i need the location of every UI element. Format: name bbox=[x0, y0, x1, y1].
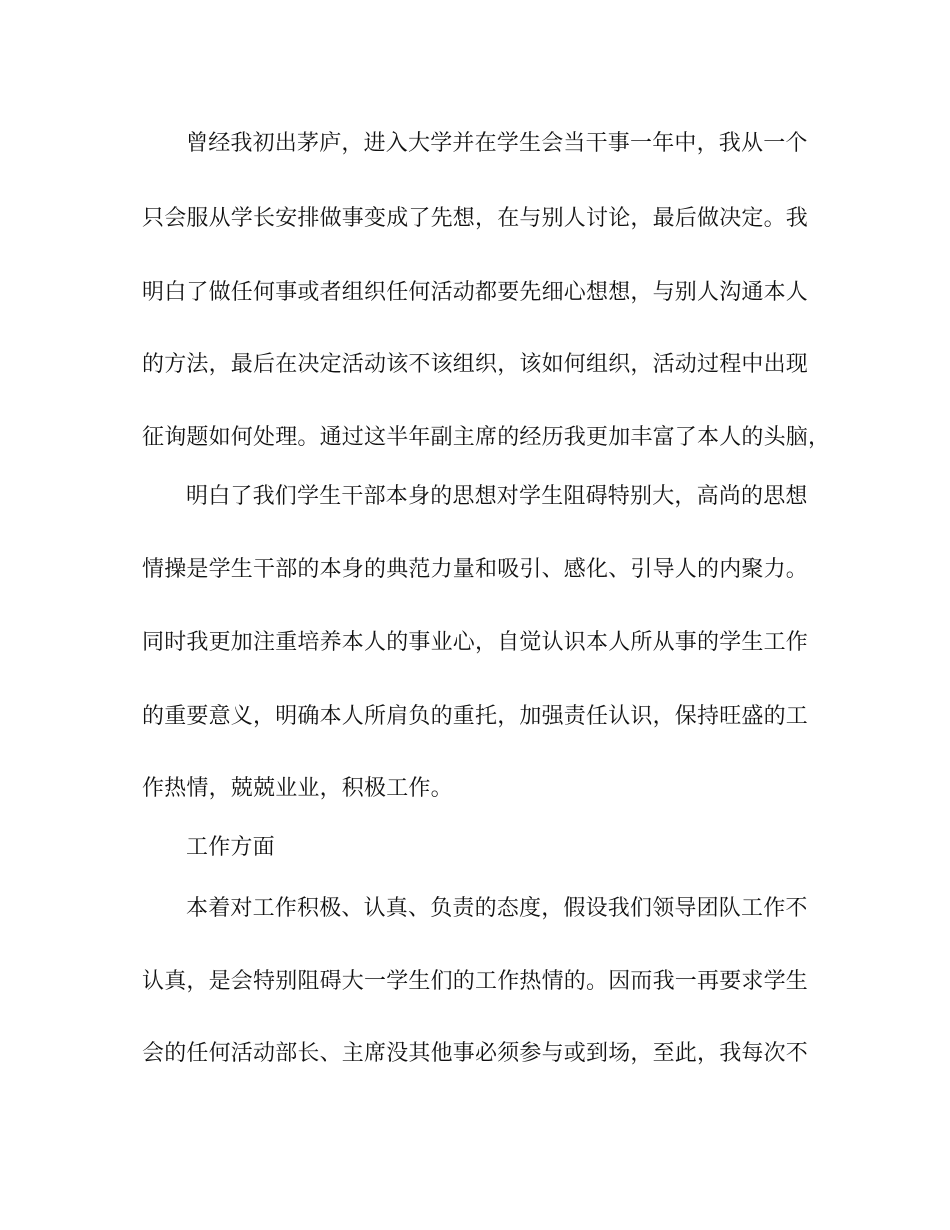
paragraph-line: 曾经我初出茅庐，进入大学并在学生会当干事一年中，我从一个 bbox=[186, 131, 808, 156]
paragraph-line: 本着对工作积极、认真、负责的态度，假设我们领导团队工作不 bbox=[186, 896, 808, 921]
paragraph-line: 认真，是会特别阻碍大一学生们的工作热情的。因而我一再要求学生 bbox=[142, 969, 809, 994]
paragraph-line: 会的任何活动部长、主席没其他事必须参与或到场，至此，我每次不 bbox=[142, 1041, 809, 1066]
paragraph-line: 情操是学生干部的本身的典范力量和吸引、感化、引导人的内聚力。 bbox=[142, 557, 809, 582]
paragraph-line: 作热情，兢兢业业，积极工作。 bbox=[142, 776, 453, 801]
paragraph-line: 只会服从学长安排做事变成了先想，在与别人讨论，最后做决定。我 bbox=[142, 206, 809, 231]
paragraph-line: 同时我更加注重培养本人的事业心，自觉认识本人所从事的学生工作 bbox=[142, 630, 809, 655]
paragraph-line: 明白了我们学生干部本身的思想对学生阻碍特别大，高尚的思想 bbox=[186, 484, 808, 509]
paragraph-line: 的方法，最后在决定活动该不该组织，该如何组织，活动过程中出现 bbox=[142, 352, 809, 377]
paragraph-line: 征询题如何处理。通过这半年副主席的经历我更加丰富了本人的头脑， bbox=[142, 425, 831, 450]
paragraph-line: 的重要意义，明确本人所肩负的重托，加强责任认识，保持旺盛的工 bbox=[142, 704, 809, 729]
section-heading: 工作方面 bbox=[186, 835, 275, 860]
paragraph-line: 明白了做任何事或者组织任何活动都要先细心想想，与别人沟通本人 bbox=[142, 280, 809, 305]
